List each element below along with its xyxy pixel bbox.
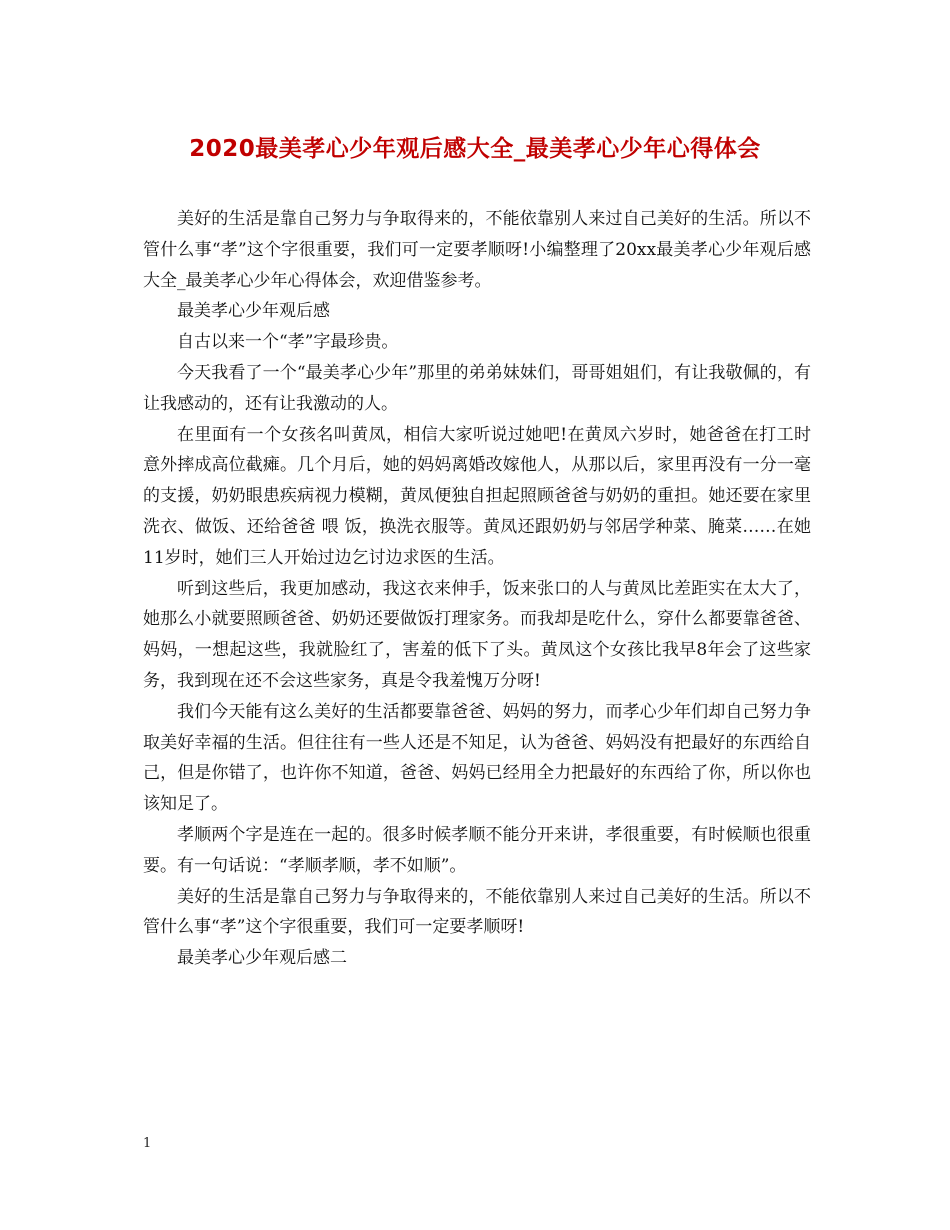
- document-title: 2020最美孝心少年观后感大全_最美孝心少年心得体会: [189, 136, 761, 162]
- paragraph: 听到这些后，我更加感动，我这衣来伸手，饭来张口的人与黄凤比差距实在太大了，她那么小就要照顾爸爸、奶奶还要做饭打理家务。而我却是吃什么，穿什么都要靠爸爸、妈妈，一想起这些，我就脸红了，害羞的低下了头。黄凤这个女孩比我早8年会了这些家务，我到现在还不会这些家务，真是令我羞愧万分呀!: [143, 578, 811, 691]
- section-heading-2: 最美孝心少年观后感二: [177, 948, 347, 969]
- paragraph: 自古以来一个“孝”字最珍贵。: [177, 332, 399, 353]
- paragraph: 在里面有一个女孩名叫黄凤，相信大家听说过她吧!在黄凤六岁时，她爸爸在打工时意外摔成高位截瘫。几个月后，她的妈妈离婚改嫁他人，从那以后，家里再没有一分一毫的支援，奶奶眼患疾病视力模糊，黄凤便独自担起照顾爸爸与奶奶的重担。她还要在家里洗衣、做饭、还给爸爸 喂 饭，换洗衣服等。黄凤还跟奶奶与邻居学种菜、腌菜……在她11岁时，她们三人开始过边乞讨边求医的生活。: [143, 424, 811, 568]
- paragraph: 孝顺两个字是连在一起的。很多时候孝顺不能分开来讲，孝很重要，有时候顺也很重要。有一句话说：“孝顺孝顺，孝不如顺”。: [143, 824, 811, 876]
- paragraph: 今天我看了一个“最美孝心少年”那里的弟弟妹妹们，哥哥姐姐们，有让我敬佩的，有让我感动的，还有让我激动的人。: [143, 362, 811, 414]
- paragraph-intro: 美好的生活是靠自己努力与争取得来的，不能依靠别人来过自己美好的生活。所以不管什么事“孝”这个字很重要，我们可一定要孝顺呀!小编整理了20xx最美孝心少年观后感大全_最美孝心少年心得体会，欢迎借鉴参考。: [143, 209, 811, 291]
- paragraph: 我们今天能有这么美好的生活都要靠爸爸、妈妈的努力，而孝心少年们却自己努力争取美好幸福的生活。但往往有一些人还是不知足，认为爸爸、妈妈没有把最好的东西给自己，但是你错了，也许你不知道，爸爸、妈妈已经用全力把最好的东西给了你，所以你也该知足了。: [143, 701, 811, 815]
- page-number: 1: [143, 1136, 152, 1151]
- document-body: [143, 204, 811, 974]
- paragraph: 美好的生活是靠自己努力与争取得来的，不能依靠别人来过自己美好的生活。所以不管什么事“孝”这个字很重要，我们可一定要孝顺呀!: [143, 886, 811, 938]
- section-heading-1: 最美孝心少年观后感: [177, 301, 330, 322]
